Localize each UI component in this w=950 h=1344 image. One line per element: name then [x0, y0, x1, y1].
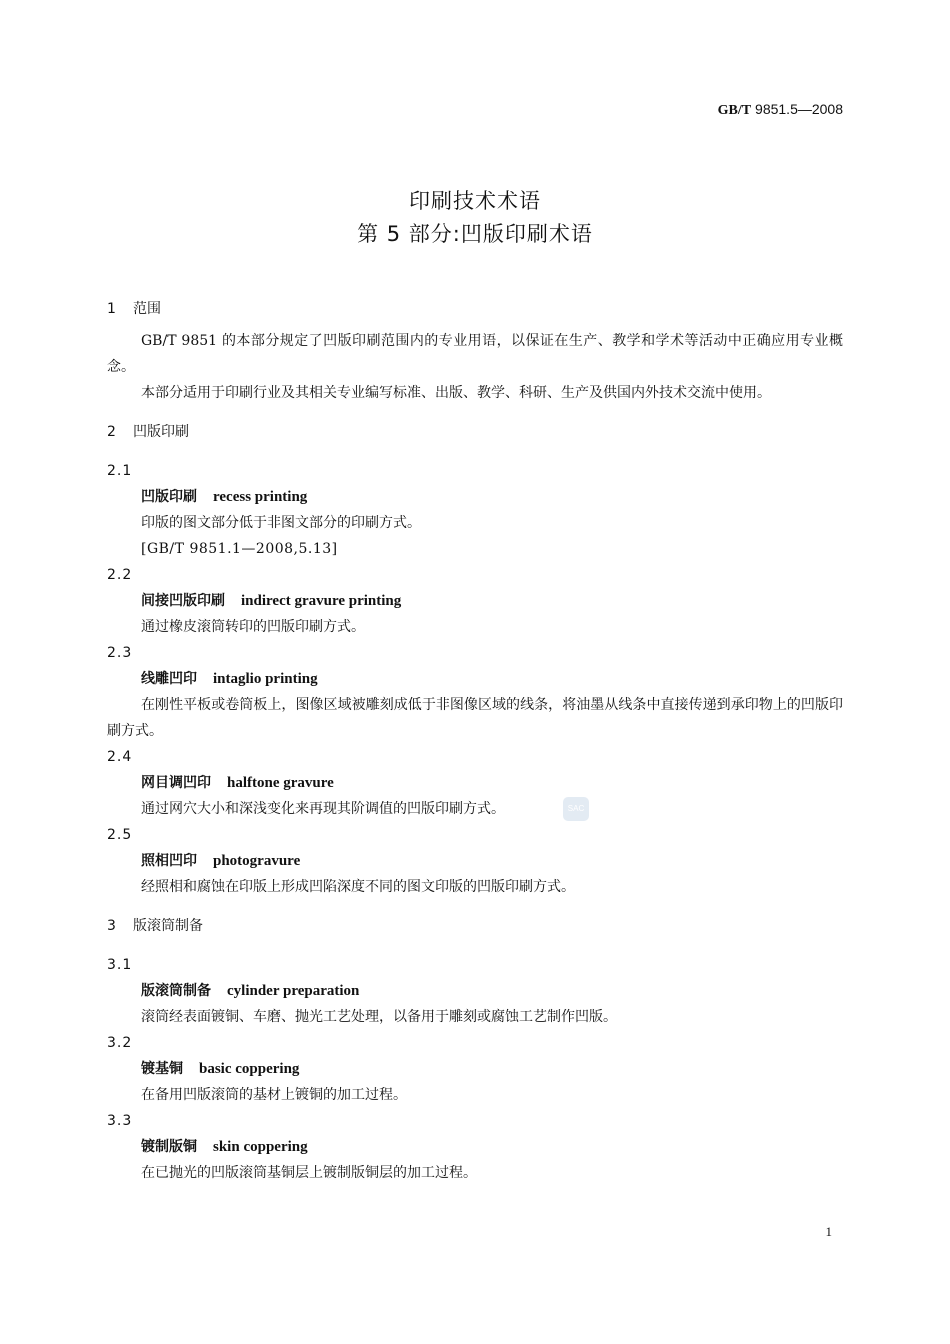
- term-number: 3.3: [107, 1113, 133, 1129]
- term-definition: 印版的图文部分低于非图文部分的印刷方式。: [141, 515, 421, 531]
- page-number: 1: [825, 1224, 832, 1239]
- document-title: 印刷技术术语: [409, 189, 541, 213]
- term-name: 版滚筒制备 cylinder preparation: [141, 983, 360, 999]
- sac-watermark-logo: SAC: [563, 797, 589, 821]
- document-subtitle: 第 5 部分:凹版印刷术语: [357, 222, 593, 246]
- term-number: 2.4: [107, 749, 133, 765]
- standard-prefix: GB/T: [717, 103, 752, 118]
- term-name: 照相凹印 photogravure: [141, 853, 301, 869]
- standard-code: [718, 101, 843, 119]
- scope-paragraph-1: GB/T 9851 的本部分规定了凹版印刷范围内的专业用语，以保证在生产、教学和学术等活动中正确应用专业概念。: [107, 333, 843, 375]
- term-definition: 经照相和腐蚀在印版上形成凹陷深度不同的图文印版的凹版印刷方式。: [141, 879, 575, 895]
- section-heading-gravure: 2 凹版印刷: [107, 424, 189, 440]
- term-name: 线雕凹印 intaglio printing: [141, 671, 318, 687]
- term-definition: 在备用凹版滚筒的基材上镀铜的加工过程。: [141, 1087, 407, 1103]
- term-number: 2.3: [107, 645, 133, 661]
- term-definition: 通过橡皮滚筒转印的凹版印刷方式。: [141, 619, 365, 635]
- document-body: [107, 296, 843, 1186]
- term-number: 3.2: [107, 1035, 133, 1051]
- term-definition: 在已抛光的凹版滚筒基铜层上镀制版铜层的加工过程。: [141, 1165, 477, 1181]
- term-number: 2.5: [107, 827, 133, 843]
- term-name: 镀基铜 basic coppering: [141, 1061, 300, 1077]
- standard-number: 9851.5—2008: [755, 101, 843, 117]
- term-name: 间接凹版印刷 indirect gravure printing: [141, 593, 402, 609]
- term-name: 网目调凹印 halftone gravure: [141, 775, 334, 791]
- term-number: 3.1: [107, 957, 133, 973]
- scope-paragraph-2: 本部分适用于印刷行业及其相关专业编写标准、出版、教学、科研、生产及供国内外技术交流中使用。: [141, 385, 771, 401]
- term-definition: 通过网穴大小和深浅变化来再现其阶调值的凹版印刷方式。: [141, 801, 505, 817]
- term-name: 凹版印刷 recess printing: [141, 489, 308, 505]
- term-definition: 滚筒经表面镀铜、车磨、抛光工艺处理，以备用于雕刻或腐蚀工艺制作凹版。: [141, 1009, 617, 1025]
- term-definition: 在刚性平板或卷筒板上，图像区域被雕刻成低于非图像区域的线条，将油墨从线条中直接传递到承印物上的凹版印刷方式。: [107, 697, 843, 739]
- term-name: 镀制版铜 skin coppering: [141, 1139, 308, 1155]
- term-number: 2.1: [107, 463, 133, 479]
- section-heading-cylinder-preparation: 3 版滚筒制备: [107, 918, 203, 934]
- term-source: [GB/T 9851.1—2008,5.13]: [141, 541, 338, 557]
- term-number: 2.2: [107, 567, 133, 583]
- section-heading-scope: 1 范围: [107, 301, 161, 317]
